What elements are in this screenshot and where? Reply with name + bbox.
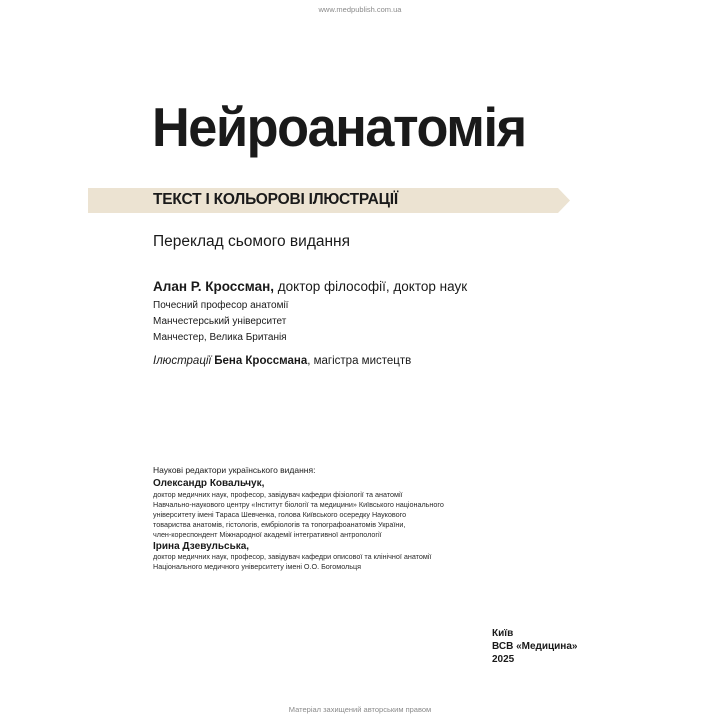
publisher-city: Київ bbox=[492, 628, 514, 639]
book-title: Нейроанатомія bbox=[152, 96, 526, 158]
edition-line: Переклад сьомого видання bbox=[153, 233, 351, 250]
illustrations-prefix: Ілюстрації bbox=[153, 355, 212, 367]
editor-credential: доктор медичних наук, професор, завідувач кафедри описової та клінічної анатомії bbox=[153, 552, 432, 561]
editor-credential: Навчально-наукового центру «Інститут біології та медицини» Київського національного bbox=[153, 500, 444, 509]
top-url: www.medpublish.com.ua bbox=[318, 5, 402, 14]
author-affiliation: Манчестерський університет bbox=[153, 316, 287, 327]
illustrator-name: Бена Кроссмана bbox=[214, 355, 308, 367]
author-affiliation: Почесний професор анатомії bbox=[153, 300, 289, 311]
editor-credential: член-кореспондент Міжнародної академії інтегративної антропології bbox=[153, 530, 382, 539]
editor-credential: університету імені Тараса Шевченка, голова Київського осередку Наукового bbox=[153, 510, 407, 519]
book-subtitle: ТЕКСТ І КОЛЬОРОВІ ІЛЮСТРАЦІЇ bbox=[153, 191, 398, 208]
author-line bbox=[153, 279, 467, 294]
copyright-note: Матеріал захищений авторським правом bbox=[288, 705, 432, 714]
author-degrees: доктор філософії, доктор наук bbox=[274, 279, 468, 294]
illustrator-degree: , магістра мистецтв bbox=[307, 355, 412, 367]
editor-credential: Національного медичного університету імені О.О. Богомольця bbox=[153, 562, 361, 571]
editor-credential: доктор медичних наук, професор, завідувач кафедри фізіології та анатомії bbox=[153, 490, 403, 499]
editor-name: Олександр Ковальчук, bbox=[153, 478, 265, 489]
author-affiliation: Манчестер, Велика Британія bbox=[153, 332, 287, 343]
author-name: Алан Р. Кроссман, bbox=[153, 279, 275, 294]
publication-year: 2025 bbox=[492, 654, 515, 665]
editor-name: Ірина Дзевульська, bbox=[153, 541, 250, 552]
illustrations-credit bbox=[153, 355, 411, 367]
editors-heading: Наукові редактори українського видання: bbox=[153, 465, 316, 475]
editor-credential: товариства анатомів, гістологів, ембріологів та топографоанатомів України, bbox=[153, 520, 406, 529]
publisher-name: ВСВ «Медицина» bbox=[492, 641, 578, 652]
